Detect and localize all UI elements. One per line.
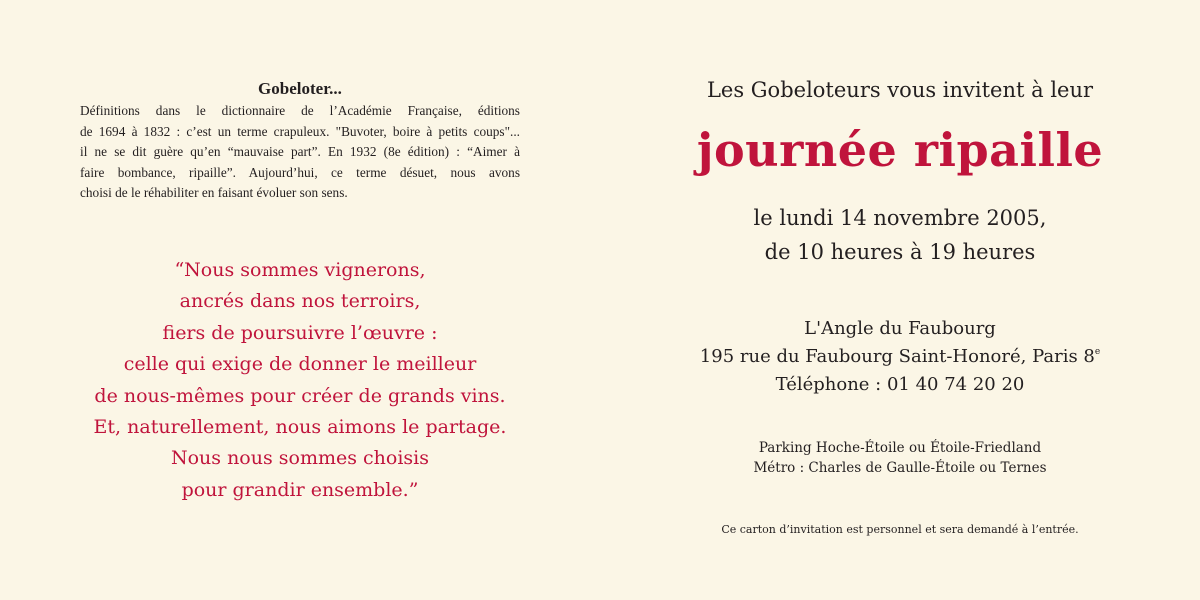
definition-line: faire bombance, ripaille”. Aujourd’hui, ce terme désuet, nous avons (80, 164, 520, 180)
invitation-note: Ce carton d’invitation est personnel et sera demandé à l’entrée. (721, 523, 1079, 536)
event-date: le lundi 14 novembre 2005, (753, 206, 1047, 230)
vintners-quote (60, 255, 540, 506)
parking-info: Parking Hoche-Étoile ou Étoile-Friedland (758, 440, 1042, 456)
quote-line: Et, naturellement, nous aimons le partage. (93, 416, 507, 439)
venue-address-text: 195 rue du Faubourg Saint-Honoré, Paris 8 (699, 346, 1095, 367)
metro-info: Métro : Charles de Gaulle-Étoile ou Ternes (753, 460, 1047, 476)
quote-line: de nous-mêmes pour créer de grands vins. (94, 384, 506, 407)
quote-line: Nous nous sommes choisis (170, 447, 430, 470)
event-headline: journée ripaille (696, 123, 1104, 177)
invitation-intro: Les Gobeloteurs vous invitent à leur (706, 78, 1094, 102)
venue-name: L'Angle du Faubourg (804, 318, 996, 339)
quote-line: celle qui exige de donner le meilleur (123, 353, 477, 376)
right-panel (600, 0, 1200, 600)
definition-paragraph (80, 101, 520, 204)
venue-address (600, 343, 1200, 370)
event-hours: de 10 heures à 19 heures (764, 240, 1036, 264)
definition-title: Gobeloter... (258, 79, 342, 98)
definition-line: Définitions dans le dictionnaire de l’Académie Française, éditions (80, 103, 520, 118)
definition-line: il ne se dit guère qu’en “mauvaise part”. En 1932 (8e édition) : “Aimer à (80, 144, 520, 159)
quote-line: ancrés dans nos terroirs, (179, 290, 421, 313)
definition-line: choisi de le réhabiliter en faisant évoluer son sens. (80, 185, 348, 200)
definition-line: de 1694 à 1832 : c’est un terme crapuleux. "Buvoter, boire à petits coups"... (80, 123, 520, 139)
quote-line: “Nous sommes vignerons, (174, 259, 426, 281)
quote-line: pour grandir ensemble.” (181, 478, 419, 501)
quote-line: fiers de poursuivre l’œuvre : (162, 321, 438, 344)
venue-phone: Téléphone : 01 40 74 20 20 (775, 374, 1025, 395)
arrondissement-suffix: e (1094, 347, 1101, 357)
